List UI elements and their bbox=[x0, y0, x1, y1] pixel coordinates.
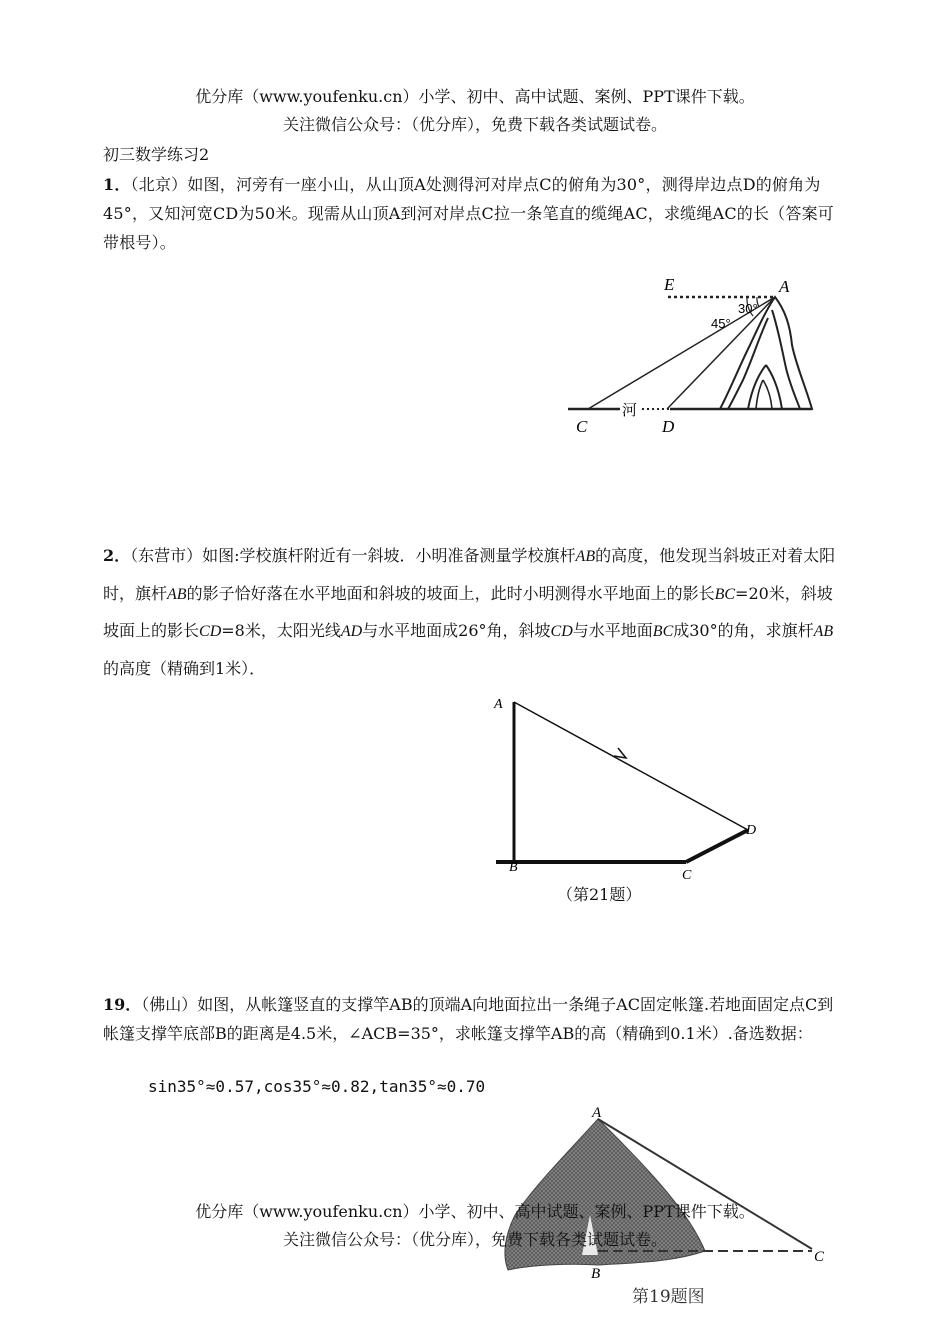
figure-q2-caption: （第21题） bbox=[557, 885, 642, 904]
question-1 bbox=[103, 170, 848, 257]
label-E: E bbox=[664, 275, 675, 294]
label-D: D bbox=[662, 417, 675, 436]
worksheet-title: 初三数学练习2 bbox=[103, 145, 210, 164]
q2-text-4: =20米，斜坡坡面上的影长 bbox=[103, 583, 833, 640]
var-CD: CD bbox=[550, 623, 573, 640]
label-B: B bbox=[509, 860, 518, 875]
header-line-1: 优分库（www.youfenku.cn）小学、初中、高中试题、案例、PPT课件下载。 bbox=[195, 87, 755, 106]
label-angle-45: 45° bbox=[711, 316, 731, 331]
label-river: 河 bbox=[622, 401, 638, 419]
label-A: A bbox=[779, 277, 790, 296]
slope-CD bbox=[686, 830, 748, 862]
var-AB: AB bbox=[813, 623, 834, 640]
var-CD: CD bbox=[199, 623, 222, 640]
q2-text-8: 成30°的角，求旗杆 bbox=[673, 621, 814, 640]
question-19-text: （佛山）如图，从帐篷竖直的支撑竿AB的顶端A向地面拉出一条绳子AC固定帐篷.若地面固定点C到帐篷支撑竿底部B的距离是4.5米，∠ACB=35°，求帐篷支撑竿AB的高（精确到0.1米）.备选数据： bbox=[103, 995, 834, 1043]
q2-text-7: 与水平地面 bbox=[572, 621, 653, 640]
var-AB: AB bbox=[575, 548, 596, 565]
label-angle-30: 30° bbox=[738, 301, 758, 316]
label-C: C bbox=[682, 868, 692, 883]
q2-text-3: 的影子恰好落在水平地面和斜坡的坡面上，此时小明测得水平地面上的影长 bbox=[186, 583, 715, 603]
var-AB: AB bbox=[167, 585, 187, 603]
reference-formula: sin35°≈0.57,cos35°≈0.82,tan35°≈0.70 bbox=[148, 1077, 486, 1096]
figure-q1-mountain bbox=[560, 270, 820, 440]
question-2 bbox=[103, 538, 848, 687]
label-D: D bbox=[746, 823, 757, 838]
question-19 bbox=[103, 990, 848, 1048]
label-A: A bbox=[592, 1105, 602, 1121]
q2-text-1: （东营市）如图:学校旗杆附近有一斜坡．小明准备测量学校旗杆 bbox=[130, 546, 576, 565]
label-A: A bbox=[494, 697, 503, 712]
q2-text-6: 与水平地面成26°角，斜坡 bbox=[362, 621, 551, 640]
question-1-text: （北京）如图，河旁有一座小山，从山顶A处测得河对岸点C的俯角为30°，测得岸边点D的俯角为45°，又知河宽CD为50米。现需从山顶A到河对岸点C拉一条笔直的缆绳AC，求缆绳AC的长（答案可带根号）。 bbox=[103, 175, 834, 252]
figure-q2-flagpole bbox=[490, 690, 770, 890]
mountain-contour-3 bbox=[748, 365, 782, 409]
footer-line-1: 优分库（www.youfenku.cn）小学、初中、高中试题、案例、PPT课件下载。 bbox=[195, 1202, 755, 1221]
var-BC: BC bbox=[714, 585, 736, 603]
label-C: C bbox=[814, 1249, 825, 1265]
label-B: B bbox=[591, 1266, 601, 1282]
mountain-contour-2 bbox=[728, 318, 768, 409]
q2-text-9: 的高度（精确到1米）． bbox=[103, 658, 266, 678]
mountain-contour-4 bbox=[756, 380, 772, 409]
q2-text-5: =8米，太阳光线 bbox=[221, 621, 341, 640]
var-BC: BC bbox=[652, 623, 674, 640]
sunray-AD bbox=[514, 702, 748, 830]
header-line-2: 关注微信公众号：（优分库），免费下载各类试题试卷。 bbox=[282, 115, 667, 134]
sunray-arrow bbox=[614, 748, 626, 758]
figure-q19-caption: 第19题图 bbox=[632, 1287, 705, 1307]
mountain-outline bbox=[720, 297, 812, 409]
question-19-number: 19． bbox=[103, 995, 142, 1014]
question-1-number: 1． bbox=[103, 175, 131, 194]
question-2-number: 2． bbox=[103, 546, 131, 565]
q2-text-2: 的高度，他发现当斜坡正对着太阳时，旗杆 bbox=[103, 546, 836, 603]
label-C: C bbox=[576, 417, 588, 436]
var-AD: AD bbox=[340, 623, 363, 640]
footer-line-2: 关注微信公众号：（优分库），免费下载各类试题试卷。 bbox=[282, 1230, 667, 1249]
